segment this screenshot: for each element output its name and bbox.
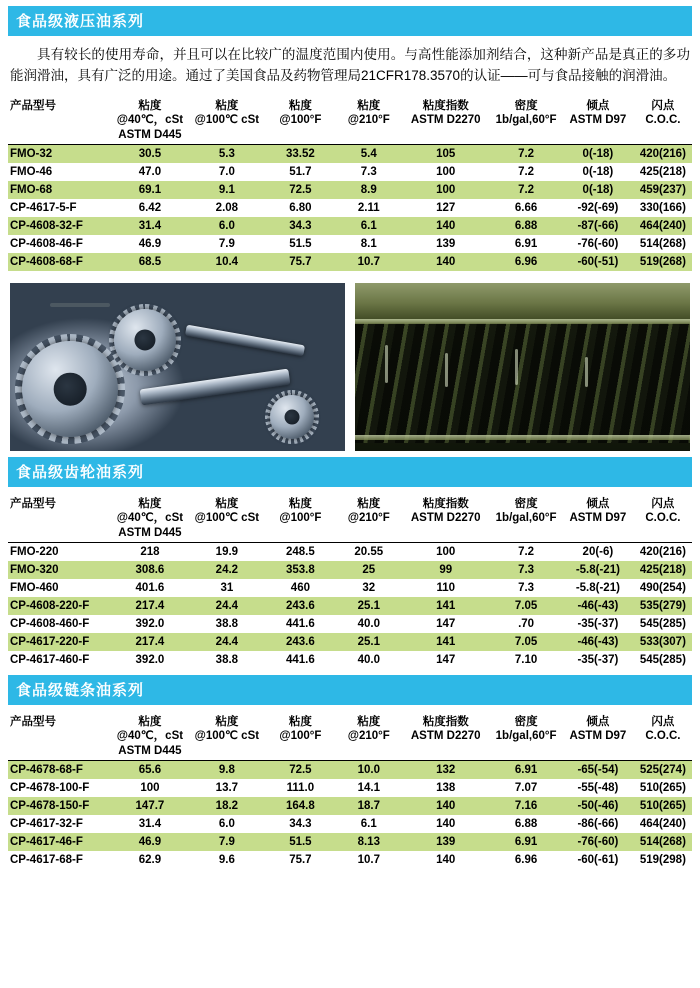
cell-v210f: 10.7 bbox=[336, 851, 401, 869]
table-row bbox=[8, 779, 692, 797]
bottles-shape bbox=[355, 323, 690, 443]
cell-model: CP-4617-220-F bbox=[8, 633, 111, 651]
table-row bbox=[8, 815, 692, 833]
cell-v40: 100 bbox=[111, 779, 190, 797]
col-header-viscosity-100c: 粘度 @100℃ cSt bbox=[194, 716, 260, 743]
cell-vi: 139 bbox=[401, 833, 490, 851]
cell-flash: 545(285) bbox=[634, 651, 692, 669]
cell-model: CP-4678-150-F bbox=[8, 797, 111, 815]
cell-pour: -87(-66) bbox=[562, 217, 634, 235]
cell-v210f: 25.1 bbox=[336, 633, 401, 651]
table-row bbox=[8, 651, 692, 669]
cell-vi: 105 bbox=[401, 144, 490, 163]
col-header-viscosity-100c: 粘度 @100℃ cSt bbox=[194, 497, 260, 525]
cell-flash: 535(279) bbox=[634, 597, 692, 615]
table-row bbox=[8, 144, 692, 163]
cell-pour: -65(-54) bbox=[562, 761, 634, 780]
cell-vi: 99 bbox=[401, 561, 490, 579]
cell-v40: 31.4 bbox=[111, 815, 190, 833]
table-row bbox=[8, 579, 692, 597]
cell-pour: -35(-37) bbox=[562, 615, 634, 633]
cell-v100c: 24.4 bbox=[189, 597, 264, 615]
cell-v210f: 6.1 bbox=[336, 217, 401, 235]
cell-v100c: 6.0 bbox=[189, 217, 264, 235]
cell-density: 7.05 bbox=[490, 597, 562, 615]
cell-flash: 514(268) bbox=[634, 833, 692, 851]
cell-v40: 218 bbox=[111, 543, 190, 562]
cell-v100f: 441.6 bbox=[264, 615, 336, 633]
cell-pour: 0(-18) bbox=[562, 144, 634, 163]
cell-v210f: 20.55 bbox=[336, 543, 401, 562]
cell-v40: 65.6 bbox=[111, 761, 190, 780]
cell-pour: -5.8(-21) bbox=[562, 579, 634, 597]
cell-flash: 525(274) bbox=[634, 761, 692, 780]
col-header-viscosity-100c: 粘度 @100℃ cSt bbox=[194, 99, 260, 127]
cell-v40: 31.4 bbox=[111, 217, 190, 235]
photo-row bbox=[10, 283, 690, 451]
cell-v40: 68.5 bbox=[111, 253, 190, 271]
cell-pour: -76(-60) bbox=[562, 833, 634, 851]
table-row bbox=[8, 797, 692, 815]
cell-model: CP-4617-46-F bbox=[8, 833, 111, 851]
table-row bbox=[8, 633, 692, 651]
cell-v40: 6.42 bbox=[111, 199, 190, 217]
table-row bbox=[8, 561, 692, 579]
cell-v40: 308.6 bbox=[111, 561, 190, 579]
cell-flash: 545(285) bbox=[634, 615, 692, 633]
col-header-pour-point: 倾点 ASTM D97 bbox=[569, 99, 627, 127]
col-header-model: 产品型号 bbox=[10, 716, 56, 729]
col-header-flash-point: 闪点 C.O.C. bbox=[645, 716, 681, 743]
cell-v100f: 75.7 bbox=[264, 253, 336, 271]
cell-v210f: 18.7 bbox=[336, 797, 401, 815]
table-row bbox=[8, 163, 692, 181]
section-title-gear-oil: 食品级齿轮油系列 bbox=[8, 457, 692, 487]
bottling-line-photo bbox=[355, 283, 690, 451]
table-row bbox=[8, 199, 692, 217]
col-header-viscosity-210f: 粘度 @210°F bbox=[347, 497, 390, 525]
col-header-viscosity-100f: 粘度 @100°F bbox=[279, 716, 322, 743]
cell-vi: 140 bbox=[401, 851, 490, 869]
cell-v100c: 31 bbox=[189, 579, 264, 597]
cell-model: CP-4608-32-F bbox=[8, 217, 111, 235]
col-header-flash-point: 闪点 C.O.C. bbox=[645, 99, 681, 127]
cell-vi: 141 bbox=[401, 633, 490, 651]
cell-v40: 217.4 bbox=[111, 597, 190, 615]
cell-flash: 459(237) bbox=[634, 181, 692, 199]
cell-flash: 464(240) bbox=[634, 217, 692, 235]
table-row bbox=[8, 761, 692, 780]
cell-v40: 147.7 bbox=[111, 797, 190, 815]
cell-density: 7.2 bbox=[490, 163, 562, 181]
cell-v100f: 111.0 bbox=[264, 779, 336, 797]
cell-pour: 0(-18) bbox=[562, 163, 634, 181]
gears-machine-parts-photo bbox=[10, 283, 345, 451]
cell-v100c: 38.8 bbox=[189, 615, 264, 633]
section-intro-hydraulic: 具有较长的使用寿命，并且可以在比较广的温度范围内使用。与高性能添加剂结合，这种新产品是真正的多功能润滑油，具有广泛的用途。通过了美国食品及药物管理局21CFR178.3570的认证——可与食品接触的润滑油。 bbox=[10, 47, 690, 83]
cell-v100f: 353.8 bbox=[264, 561, 336, 579]
col-header-pour-point: 倾点 ASTM D97 bbox=[569, 497, 627, 525]
cell-model: FMO-32 bbox=[8, 144, 111, 163]
cell-v210f: 40.0 bbox=[336, 651, 401, 669]
cell-v100f: 460 bbox=[264, 579, 336, 597]
cell-v100c: 7.9 bbox=[189, 235, 264, 253]
table-row bbox=[8, 851, 692, 869]
shaft-shape bbox=[140, 369, 291, 406]
cell-v100f: 164.8 bbox=[264, 797, 336, 815]
col-header-viscosity-index: 粘度指数 ASTM D2270 bbox=[410, 99, 481, 127]
cell-model: CP-4608-46-F bbox=[8, 235, 111, 253]
cell-model: CP-4617-5-F bbox=[8, 199, 111, 217]
table-row bbox=[8, 217, 692, 235]
cell-v100c: 7.9 bbox=[189, 833, 264, 851]
col-header-viscosity-40c: 粘度 @40℃，cSt ASTM D445 bbox=[116, 99, 184, 141]
cell-v210f: 32 bbox=[336, 579, 401, 597]
cell-pour: -46(-43) bbox=[562, 597, 634, 615]
cell-v210f: 6.1 bbox=[336, 815, 401, 833]
section-title-hydraulic: 食品级液压油系列 bbox=[8, 6, 692, 36]
gear-shape bbox=[22, 341, 118, 437]
cell-vi: 140 bbox=[401, 217, 490, 235]
cell-vi: 140 bbox=[401, 253, 490, 271]
cell-vi: 100 bbox=[401, 181, 490, 199]
cell-v100f: 6.80 bbox=[264, 199, 336, 217]
highlight-shape bbox=[385, 345, 388, 383]
cell-v100f: 51.7 bbox=[264, 163, 336, 181]
col-header-density: 密度 1b/gal,60°F bbox=[495, 99, 557, 127]
cell-v100c: 7.0 bbox=[189, 163, 264, 181]
cell-v40: 401.6 bbox=[111, 579, 190, 597]
cell-v100c: 10.4 bbox=[189, 253, 264, 271]
cell-v100f: 51.5 bbox=[264, 833, 336, 851]
cell-pour: -60(-61) bbox=[562, 851, 634, 869]
cell-density: 6.96 bbox=[490, 851, 562, 869]
cell-vi: 140 bbox=[401, 797, 490, 815]
cell-density: 7.2 bbox=[490, 543, 562, 562]
cell-vi: 100 bbox=[401, 543, 490, 562]
cell-model: CP-4617-460-F bbox=[8, 651, 111, 669]
cell-flash: 420(216) bbox=[634, 144, 692, 163]
cell-v210f: 25 bbox=[336, 561, 401, 579]
cell-v100f: 33.52 bbox=[264, 144, 336, 163]
cell-density: 6.88 bbox=[490, 217, 562, 235]
spec-table-chain-oil bbox=[8, 713, 692, 869]
cell-v40: 392.0 bbox=[111, 651, 190, 669]
cell-v100f: 51.5 bbox=[264, 235, 336, 253]
cell-flash: 510(265) bbox=[634, 779, 692, 797]
cell-density: 7.3 bbox=[490, 561, 562, 579]
cell-v210f: 7.3 bbox=[336, 163, 401, 181]
highlight-shape bbox=[50, 303, 110, 307]
table-header-row bbox=[8, 495, 692, 543]
cell-pour: -76(-60) bbox=[562, 235, 634, 253]
table-row bbox=[8, 597, 692, 615]
cell-v100c: 24.4 bbox=[189, 633, 264, 651]
col-header-density: 密度 1b/gal,60°F bbox=[495, 716, 557, 743]
cell-v40: 217.4 bbox=[111, 633, 190, 651]
cell-density: 6.66 bbox=[490, 199, 562, 217]
cell-vi: 138 bbox=[401, 779, 490, 797]
col-header-pour-point: 倾点 ASTM D97 bbox=[569, 716, 627, 743]
col-header-viscosity-index: 粘度指数 ASTM D2270 bbox=[410, 716, 481, 743]
cell-v40: 62.9 bbox=[111, 851, 190, 869]
table-row bbox=[8, 615, 692, 633]
cell-v100f: 243.6 bbox=[264, 597, 336, 615]
cell-model: FMO-220 bbox=[8, 543, 111, 562]
cell-v210f: 40.0 bbox=[336, 615, 401, 633]
cell-v100f: 243.6 bbox=[264, 633, 336, 651]
table-row bbox=[8, 253, 692, 271]
cell-v210f: 8.9 bbox=[336, 181, 401, 199]
gear-shape-small bbox=[270, 395, 314, 439]
cell-model: CP-4617-68-F bbox=[8, 851, 111, 869]
catalog-page bbox=[0, 6, 700, 988]
cell-v100c: 24.2 bbox=[189, 561, 264, 579]
cell-density: 6.96 bbox=[490, 253, 562, 271]
cell-density: 7.07 bbox=[490, 779, 562, 797]
cell-v100c: 5.3 bbox=[189, 144, 264, 163]
cell-model: CP-4678-100-F bbox=[8, 779, 111, 797]
cell-v100c: 38.8 bbox=[189, 651, 264, 669]
cell-v100f: 75.7 bbox=[264, 851, 336, 869]
cell-v100f: 34.3 bbox=[264, 217, 336, 235]
cell-flash: 425(218) bbox=[634, 561, 692, 579]
rail-shape bbox=[355, 319, 690, 324]
cell-v100f: 441.6 bbox=[264, 651, 336, 669]
col-header-viscosity-100f: 粘度 @100°F bbox=[279, 497, 322, 525]
cell-v100c: 9.6 bbox=[189, 851, 264, 869]
cell-v210f: 2.11 bbox=[336, 199, 401, 217]
cell-v210f: 10.0 bbox=[336, 761, 401, 780]
cell-model: CP-4678-68-F bbox=[8, 761, 111, 780]
cell-v40: 46.9 bbox=[111, 235, 190, 253]
cell-model: CP-4608-68-F bbox=[8, 253, 111, 271]
cell-density: 7.2 bbox=[490, 144, 562, 163]
cell-v210f: 8.13 bbox=[336, 833, 401, 851]
col-header-viscosity-40c: 粘度 @40℃，cSt ASTM D445 bbox=[116, 716, 184, 757]
rail-shape bbox=[355, 435, 690, 440]
cell-model: CP-4617-32-F bbox=[8, 815, 111, 833]
section-title-chain-oil: 食品级链条油系列 bbox=[8, 675, 692, 705]
cell-v100c: 19.9 bbox=[189, 543, 264, 562]
cell-pour: -5.8(-21) bbox=[562, 561, 634, 579]
col-header-density: 密度 1b/gal,60°F bbox=[495, 497, 557, 525]
cell-flash: 330(166) bbox=[634, 199, 692, 217]
table-row bbox=[8, 543, 692, 562]
cell-flash: 490(254) bbox=[634, 579, 692, 597]
spec-table-hydraulic bbox=[8, 97, 692, 271]
cell-v40: 392.0 bbox=[111, 615, 190, 633]
cell-model: FMO-320 bbox=[8, 561, 111, 579]
cell-pour: 0(-18) bbox=[562, 181, 634, 199]
table-row bbox=[8, 181, 692, 199]
cell-vi: 132 bbox=[401, 761, 490, 780]
cell-flash: 464(240) bbox=[634, 815, 692, 833]
cell-flash: 425(218) bbox=[634, 163, 692, 181]
table-row bbox=[8, 235, 692, 253]
cell-v40: 30.5 bbox=[111, 144, 190, 163]
cell-density: 7.10 bbox=[490, 651, 562, 669]
cell-v40: 47.0 bbox=[111, 163, 190, 181]
cell-density: 6.88 bbox=[490, 815, 562, 833]
cell-vi: 100 bbox=[401, 163, 490, 181]
cell-vi: 147 bbox=[401, 615, 490, 633]
cell-pour: -50(-46) bbox=[562, 797, 634, 815]
table-header-row bbox=[8, 713, 692, 761]
col-header-model: 产品型号 bbox=[10, 99, 56, 112]
cell-flash: 519(268) bbox=[634, 253, 692, 271]
cell-v100c: 2.08 bbox=[189, 199, 264, 217]
cell-model: FMO-46 bbox=[8, 163, 111, 181]
col-header-viscosity-index: 粘度指数 ASTM D2270 bbox=[410, 497, 481, 525]
cell-vi: 141 bbox=[401, 597, 490, 615]
cell-flash: 533(307) bbox=[634, 633, 692, 651]
cell-pour: -46(-43) bbox=[562, 633, 634, 651]
highlight-shape bbox=[515, 349, 518, 385]
cell-v100c: 13.7 bbox=[189, 779, 264, 797]
cell-pour: -92(-69) bbox=[562, 199, 634, 217]
cell-density: 6.91 bbox=[490, 761, 562, 780]
table-row bbox=[8, 833, 692, 851]
shaft-shape bbox=[185, 325, 305, 357]
spec-table-gear-oil bbox=[8, 495, 692, 669]
highlight-shape bbox=[585, 357, 588, 387]
cell-v210f: 8.1 bbox=[336, 235, 401, 253]
col-header-viscosity-100f: 粘度 @100°F bbox=[279, 99, 322, 127]
cell-v100f: 248.5 bbox=[264, 543, 336, 562]
cell-v40: 46.9 bbox=[111, 833, 190, 851]
cell-v210f: 10.7 bbox=[336, 253, 401, 271]
cell-v210f: 25.1 bbox=[336, 597, 401, 615]
col-header-flash-point: 闪点 C.O.C. bbox=[645, 497, 681, 525]
col-header-viscosity-40c: 粘度 @40℃，cSt ASTM D445 bbox=[116, 497, 184, 539]
cell-v210f: 14.1 bbox=[336, 779, 401, 797]
cell-vi: 140 bbox=[401, 815, 490, 833]
cell-v100f: 72.5 bbox=[264, 761, 336, 780]
cell-model: CP-4608-220-F bbox=[8, 597, 111, 615]
col-header-viscosity-210f: 粘度 @210°F bbox=[347, 99, 390, 127]
highlight-shape bbox=[445, 353, 448, 387]
background-shape bbox=[355, 283, 690, 323]
gear-shape-small bbox=[114, 309, 176, 371]
cell-vi: 127 bbox=[401, 199, 490, 217]
cell-vi: 139 bbox=[401, 235, 490, 253]
cell-density: 7.16 bbox=[490, 797, 562, 815]
cell-v100c: 6.0 bbox=[189, 815, 264, 833]
cell-model: FMO-68 bbox=[8, 181, 111, 199]
cell-density: 7.05 bbox=[490, 633, 562, 651]
cell-v210f: 5.4 bbox=[336, 144, 401, 163]
cell-v100f: 34.3 bbox=[264, 815, 336, 833]
cell-density: 6.91 bbox=[490, 833, 562, 851]
cell-flash: 510(265) bbox=[634, 797, 692, 815]
cell-pour: -86(-66) bbox=[562, 815, 634, 833]
table-header-row bbox=[8, 97, 692, 145]
cell-vi: 110 bbox=[401, 579, 490, 597]
cell-flash: 519(298) bbox=[634, 851, 692, 869]
cell-vi: 147 bbox=[401, 651, 490, 669]
cell-pour: -55(-48) bbox=[562, 779, 634, 797]
col-header-model: 产品型号 bbox=[10, 497, 56, 510]
cell-pour: 20(-6) bbox=[562, 543, 634, 562]
col-header-viscosity-210f: 粘度 @210°F bbox=[347, 716, 390, 743]
cell-density: 7.3 bbox=[490, 579, 562, 597]
cell-v40: 69.1 bbox=[111, 181, 190, 199]
cell-density: 7.2 bbox=[490, 181, 562, 199]
cell-flash: 420(216) bbox=[634, 543, 692, 562]
cell-density: .70 bbox=[490, 615, 562, 633]
cell-v100c: 9.8 bbox=[189, 761, 264, 780]
cell-v100c: 9.1 bbox=[189, 181, 264, 199]
cell-pour: -35(-37) bbox=[562, 651, 634, 669]
cell-model: FMO-460 bbox=[8, 579, 111, 597]
cell-model: CP-4608-460-F bbox=[8, 615, 111, 633]
cell-v100f: 72.5 bbox=[264, 181, 336, 199]
cell-density: 6.91 bbox=[490, 235, 562, 253]
cell-pour: -60(-51) bbox=[562, 253, 634, 271]
cell-v100c: 18.2 bbox=[189, 797, 264, 815]
cell-flash: 514(268) bbox=[634, 235, 692, 253]
